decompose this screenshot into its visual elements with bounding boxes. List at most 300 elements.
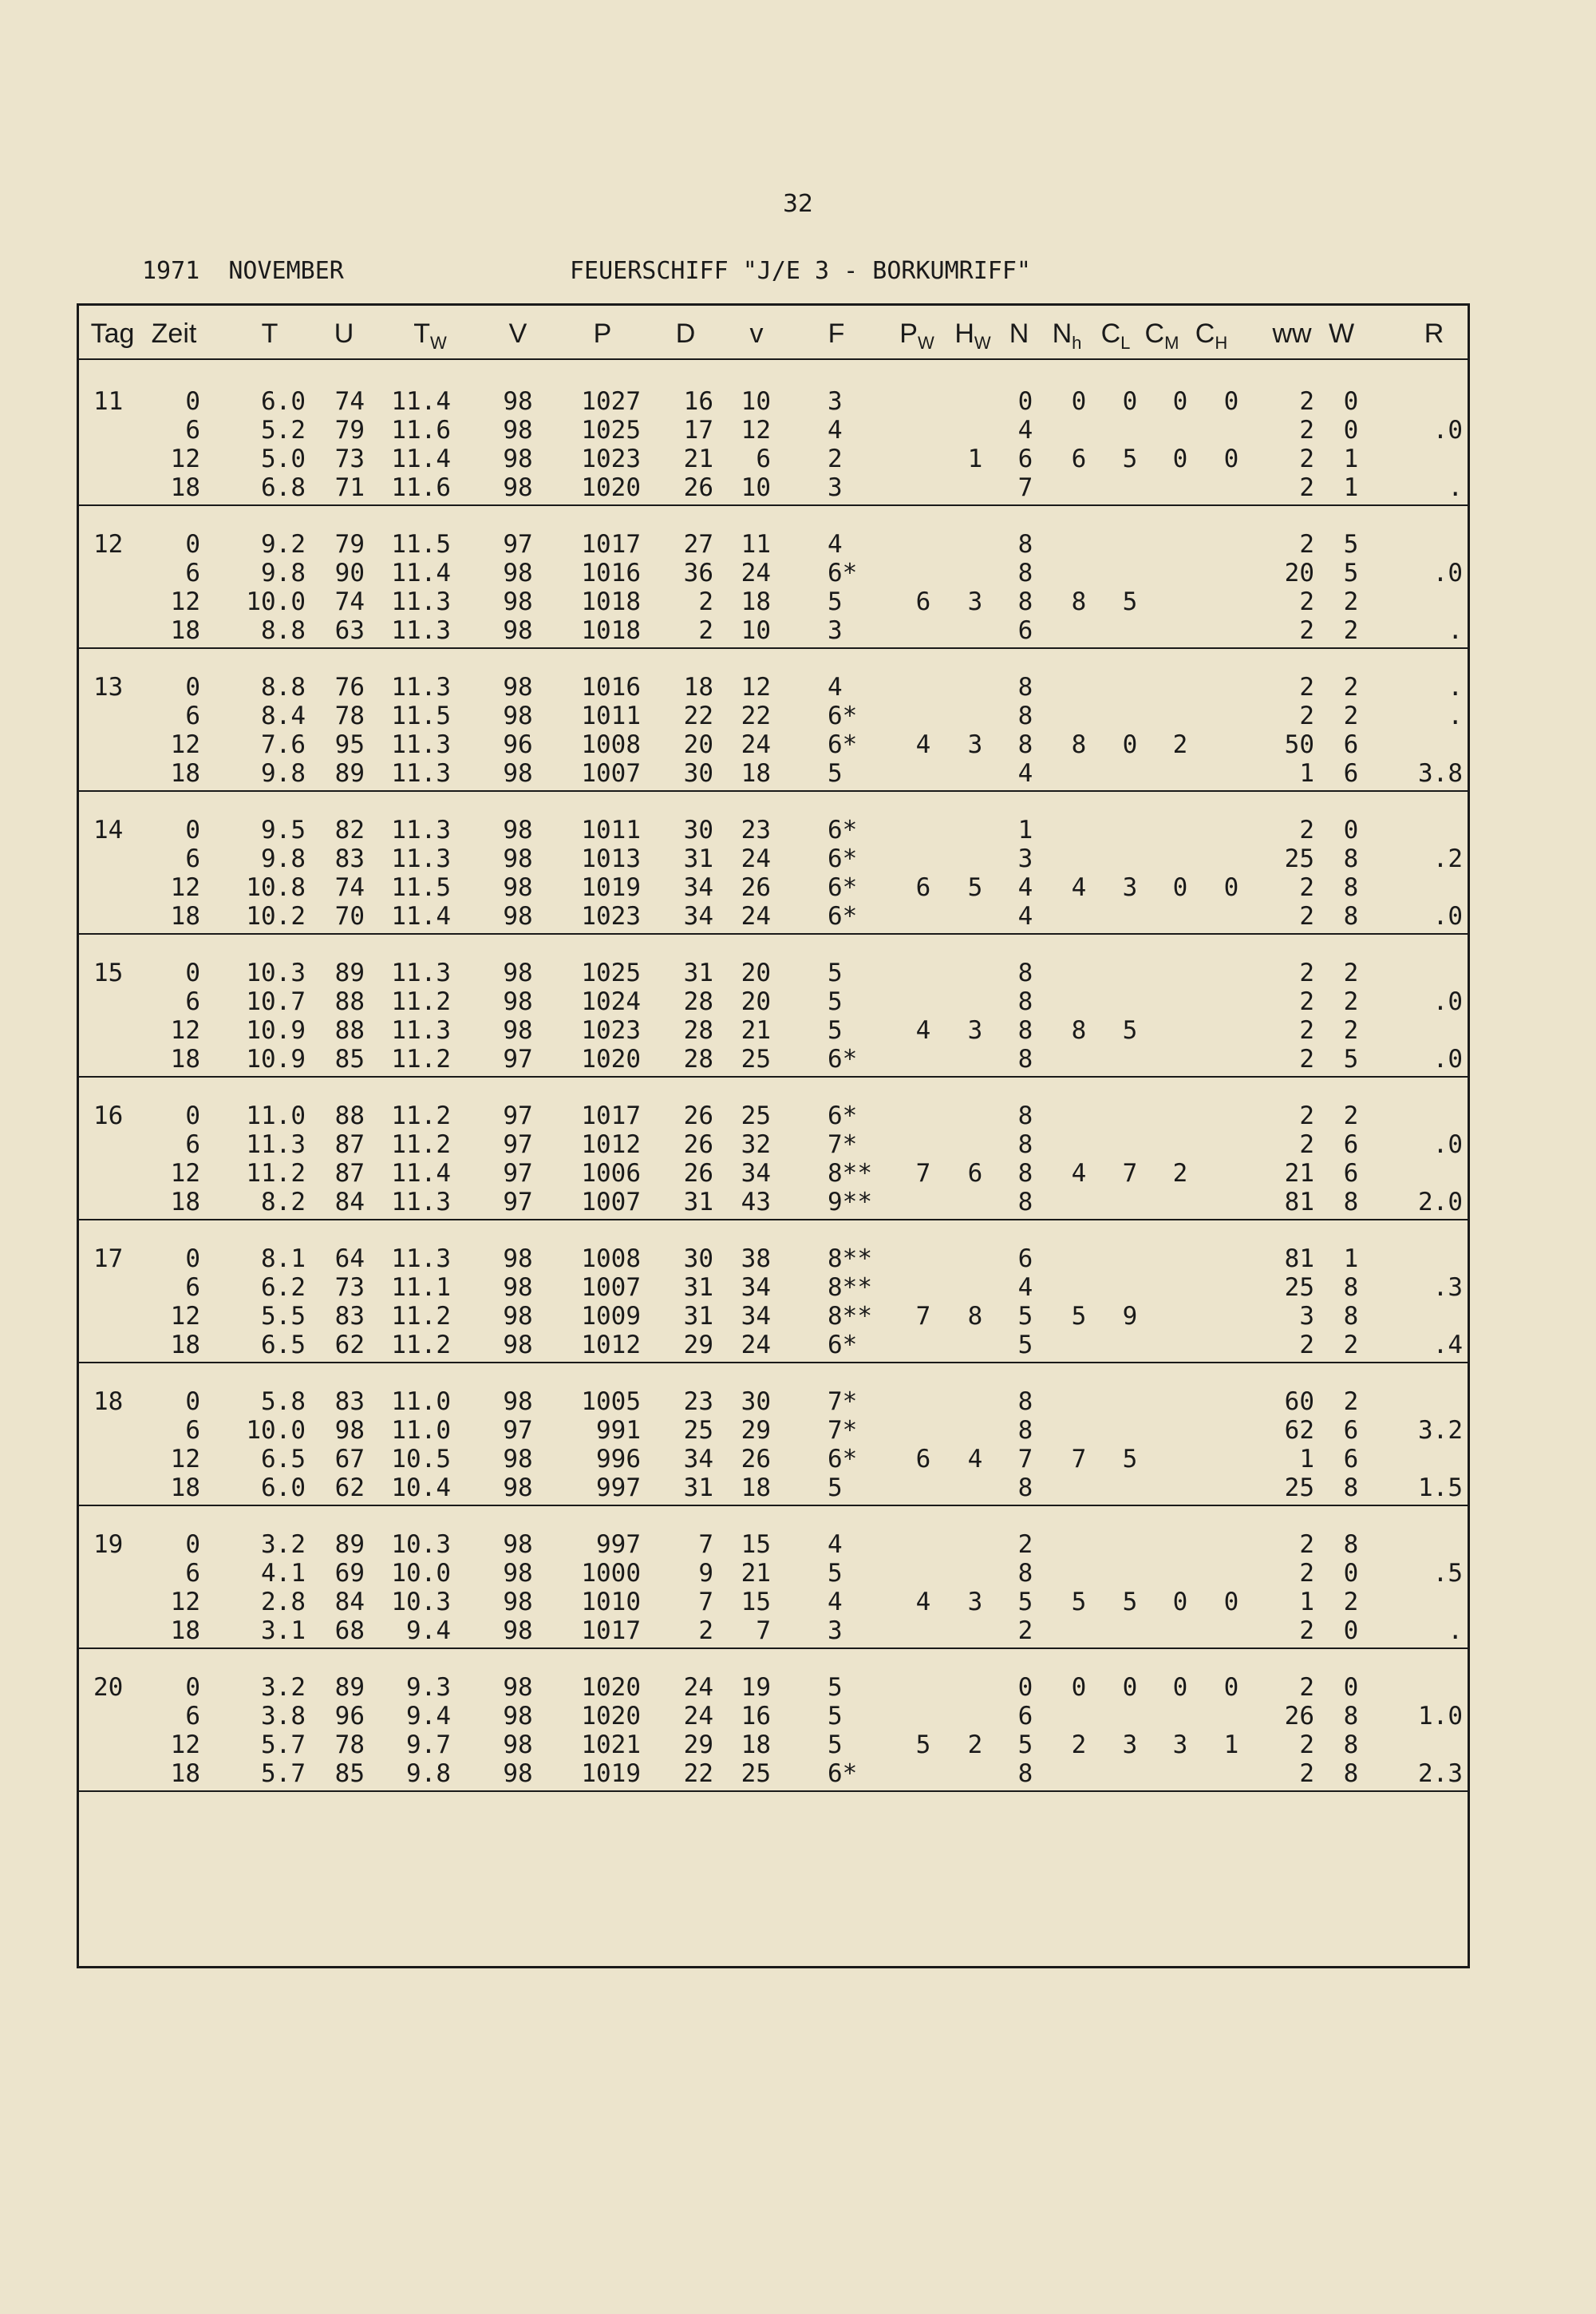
cell-cl: 9 xyxy=(1122,1302,1138,1331)
cell-d: 7 xyxy=(698,1530,713,1559)
cell-d: 2 xyxy=(698,1616,713,1645)
day-separator xyxy=(79,1362,1468,1363)
cell-zeit: 0 xyxy=(185,1530,200,1559)
cell-tw: 11.3 xyxy=(391,587,451,616)
cell-n: 8 xyxy=(1017,730,1033,759)
column-header-label: D xyxy=(675,318,696,349)
cell-nh: 4 xyxy=(1071,1159,1087,1188)
cell-n: 8 xyxy=(1017,1188,1033,1216)
cell-t: 8.2 xyxy=(261,1188,306,1216)
column-header-label: Tag xyxy=(90,318,135,349)
cell-t: 5.2 xyxy=(261,416,306,445)
cell-t: 8.8 xyxy=(261,673,306,702)
cell-u: 67 xyxy=(334,1445,365,1473)
cell-p: 1025 xyxy=(581,416,641,445)
cell-pw: 6 xyxy=(915,873,931,902)
cell-f: 5 xyxy=(828,1702,843,1731)
column-header-p xyxy=(594,318,612,350)
cell-t: 10.9 xyxy=(246,1016,306,1045)
day-label: 12 xyxy=(93,530,124,559)
cell-ww: 26 xyxy=(1284,1702,1314,1731)
cell-tw: 10.3 xyxy=(391,1530,451,1559)
cell-ww: 2 xyxy=(1299,445,1314,473)
cell-cl: 3 xyxy=(1122,1731,1138,1759)
cell-t: 10.8 xyxy=(246,873,306,902)
cell-tw: 9.3 xyxy=(406,1673,451,1702)
cell-p: 1007 xyxy=(581,1273,641,1302)
cell-f: 5 xyxy=(828,959,843,987)
cell-v-speed: 34 xyxy=(741,1273,771,1302)
cell-f: 6* xyxy=(828,1331,858,1359)
cell-tw: 11.3 xyxy=(391,1244,451,1273)
cell-d: 31 xyxy=(683,1273,713,1302)
column-header-v xyxy=(750,318,764,350)
cell-p: 1017 xyxy=(581,1616,641,1645)
day-separator xyxy=(79,1505,1468,1506)
cell-zeit: 6 xyxy=(185,1416,200,1445)
cell-cm: 0 xyxy=(1172,873,1188,902)
cell-v-speed: 24 xyxy=(741,559,771,587)
cell-p: 1010 xyxy=(581,1588,641,1616)
column-header-ch xyxy=(1195,318,1227,354)
cell-n: 2 xyxy=(1017,1530,1033,1559)
cell-t: 6.2 xyxy=(261,1273,306,1302)
cell-f: 6* xyxy=(828,1445,858,1473)
cell-u: 71 xyxy=(334,473,365,502)
cell-v: 98 xyxy=(503,1244,533,1273)
cell-f: 6* xyxy=(828,873,858,902)
cell-n: 2 xyxy=(1017,1616,1033,1645)
cell-p: 1009 xyxy=(581,1302,641,1331)
cell-u: 69 xyxy=(334,1559,365,1588)
cell-zeit: 6 xyxy=(185,1702,200,1731)
header-year-month: 1971 NOVEMBER xyxy=(142,257,344,285)
cell-v-speed: 26 xyxy=(741,1445,771,1473)
cell-v-speed: 43 xyxy=(741,1188,771,1216)
cell-f: 6* xyxy=(828,702,858,730)
cell-u: 68 xyxy=(334,1616,365,1645)
cell-ch: 0 xyxy=(1223,445,1239,473)
column-header-label: N xyxy=(1009,318,1029,349)
column-header-label: V xyxy=(508,318,527,349)
cell-t: 11.2 xyxy=(246,1159,306,1188)
cell-tw: 10.3 xyxy=(391,1588,451,1616)
cell-w: 6 xyxy=(1343,730,1359,759)
cell-zeit: 12 xyxy=(170,730,200,759)
cell-v: 96 xyxy=(503,730,533,759)
day-separator xyxy=(79,1790,1468,1792)
cell-w: 6 xyxy=(1343,1130,1359,1159)
cell-tw: 11.2 xyxy=(391,1331,451,1359)
cell-zeit: 0 xyxy=(185,1102,200,1130)
cell-v: 97 xyxy=(503,1045,533,1074)
cell-d: 31 xyxy=(683,1473,713,1502)
cell-p: 1027 xyxy=(581,387,641,416)
cell-tw: 11.2 xyxy=(391,1302,451,1331)
cell-u: 89 xyxy=(334,1530,365,1559)
cell-zeit: 12 xyxy=(170,1731,200,1759)
cell-ww: 3 xyxy=(1299,1302,1314,1331)
cell-ww: 81 xyxy=(1284,1188,1314,1216)
cell-w: 5 xyxy=(1343,530,1359,559)
cell-w: 8 xyxy=(1343,1731,1359,1759)
cell-v-speed: 25 xyxy=(741,1045,771,1074)
cell-t: 9.2 xyxy=(261,530,306,559)
cell-f: 3 xyxy=(828,616,843,645)
cell-ww: 2 xyxy=(1299,902,1314,931)
cell-p: 1000 xyxy=(581,1559,641,1588)
cell-t: 11.0 xyxy=(246,1102,306,1130)
cell-n: 8 xyxy=(1017,1159,1033,1188)
cell-tw: 11.3 xyxy=(391,1016,451,1045)
cell-t: 5.7 xyxy=(261,1731,306,1759)
cell-d: 16 xyxy=(683,387,713,416)
cell-d: 22 xyxy=(683,702,713,730)
cell-t: 6.5 xyxy=(261,1331,306,1359)
cell-v: 98 xyxy=(503,559,533,587)
cell-n: 5 xyxy=(1017,1731,1033,1759)
cell-v-speed: 21 xyxy=(741,1016,771,1045)
cell-d: 7 xyxy=(698,1588,713,1616)
cell-d: 30 xyxy=(683,1244,713,1273)
cell-t: 10.0 xyxy=(246,587,306,616)
column-header-label: R xyxy=(1424,318,1444,349)
cell-tw: 11.2 xyxy=(391,1102,451,1130)
cell-cl: 0 xyxy=(1122,387,1138,416)
cell-ww: 2 xyxy=(1299,987,1314,1016)
cell-tw: 11.2 xyxy=(391,987,451,1016)
cell-w: 2 xyxy=(1343,1331,1359,1359)
cell-w: 5 xyxy=(1343,559,1359,587)
cell-ww: 60 xyxy=(1284,1387,1314,1416)
cell-p: 991 xyxy=(596,1416,641,1445)
column-header-n xyxy=(1009,318,1029,350)
cell-v: 98 xyxy=(503,1673,533,1702)
cell-p: 1018 xyxy=(581,616,641,645)
cell-w: 8 xyxy=(1343,1759,1359,1788)
cell-u: 73 xyxy=(334,445,365,473)
cell-ch: 0 xyxy=(1223,387,1239,416)
cell-n: 1 xyxy=(1017,816,1033,845)
cell-w: 8 xyxy=(1343,1530,1359,1559)
cell-r: .0 xyxy=(1432,559,1463,587)
cell-v-speed: 18 xyxy=(741,1473,771,1502)
cell-r: .0 xyxy=(1432,416,1463,445)
cell-zeit: 0 xyxy=(185,959,200,987)
cell-p: 1008 xyxy=(581,1244,641,1273)
cell-v: 98 xyxy=(503,1016,533,1045)
column-header-r xyxy=(1424,318,1444,350)
cell-p: 1007 xyxy=(581,1188,641,1216)
cell-ww: 2 xyxy=(1299,530,1314,559)
cell-ww: 2 xyxy=(1299,1130,1314,1159)
cell-v-speed: 22 xyxy=(741,702,771,730)
cell-ww: 1 xyxy=(1299,1445,1314,1473)
cell-ww: 2 xyxy=(1299,1673,1314,1702)
cell-n: 8 xyxy=(1017,1016,1033,1045)
cell-n: 8 xyxy=(1017,1045,1033,1074)
cell-ww: 2 xyxy=(1299,1045,1314,1074)
cell-w: 2 xyxy=(1343,1016,1359,1045)
cell-v: 98 xyxy=(503,1302,533,1331)
cell-f: 3 xyxy=(828,1616,843,1645)
cell-v: 97 xyxy=(503,1130,533,1159)
day-label: 19 xyxy=(93,1530,124,1559)
column-header-subscript: h xyxy=(1072,332,1082,353)
cell-zeit: 18 xyxy=(170,1331,200,1359)
cell-r: 2.0 xyxy=(1418,1188,1463,1216)
cell-u: 78 xyxy=(334,702,365,730)
cell-u: 63 xyxy=(334,616,365,645)
cell-hw: 2 xyxy=(967,1731,983,1759)
cell-tw: 11.1 xyxy=(391,1273,451,1302)
cell-n: 7 xyxy=(1017,1445,1033,1473)
cell-d: 26 xyxy=(683,473,713,502)
column-header-label: U xyxy=(334,318,354,349)
cell-v: 98 xyxy=(503,1759,533,1788)
cell-zeit: 6 xyxy=(185,559,200,587)
cell-f: 5 xyxy=(828,759,843,788)
cell-cm: 2 xyxy=(1172,1159,1188,1188)
cell-tw: 11.4 xyxy=(391,445,451,473)
cell-zeit: 18 xyxy=(170,1473,200,1502)
cell-ww: 2 xyxy=(1299,1616,1314,1645)
cell-d: 26 xyxy=(683,1130,713,1159)
cell-d: 34 xyxy=(683,1445,713,1473)
cell-d: 31 xyxy=(683,1188,713,1216)
cell-v: 98 xyxy=(503,1588,533,1616)
cell-f: 5 xyxy=(828,1473,843,1502)
cell-v: 97 xyxy=(503,1188,533,1216)
cell-v-speed: 12 xyxy=(741,416,771,445)
cell-ww: 2 xyxy=(1299,416,1314,445)
cell-t: 10.9 xyxy=(246,1045,306,1074)
cell-v: 98 xyxy=(503,473,533,502)
cell-t: 4.1 xyxy=(261,1559,306,1588)
cell-w: 2 xyxy=(1343,987,1359,1016)
cell-ww: 1 xyxy=(1299,1588,1314,1616)
cell-d: 21 xyxy=(683,445,713,473)
cell-r: . xyxy=(1448,1616,1463,1645)
cell-p: 1006 xyxy=(581,1159,641,1188)
column-header-subscript: M xyxy=(1164,332,1179,353)
column-header-label: P xyxy=(593,318,612,349)
cell-d: 26 xyxy=(683,1159,713,1188)
column-header-subscript: H xyxy=(1215,332,1228,353)
cell-zeit: 18 xyxy=(170,616,200,645)
cell-p: 1025 xyxy=(581,959,641,987)
cell-w: 8 xyxy=(1343,1302,1359,1331)
cell-nh: 5 xyxy=(1071,1588,1087,1616)
cell-u: 83 xyxy=(334,1387,365,1416)
day-separator xyxy=(79,933,1468,935)
cell-p: 1011 xyxy=(581,702,641,730)
cell-w: 2 xyxy=(1343,959,1359,987)
cell-ww: 2 xyxy=(1299,473,1314,502)
cell-cl: 5 xyxy=(1122,445,1138,473)
cell-u: 74 xyxy=(334,587,365,616)
cell-ch: 0 xyxy=(1223,873,1239,902)
column-header-label: Zeit xyxy=(151,318,197,349)
cell-v: 98 xyxy=(503,673,533,702)
cell-n: 4 xyxy=(1017,416,1033,445)
cell-zeit: 0 xyxy=(185,673,200,702)
cell-p: 1024 xyxy=(581,987,641,1016)
cell-ww: 2 xyxy=(1299,1731,1314,1759)
cell-tw: 10.0 xyxy=(391,1559,451,1588)
cell-f: 8** xyxy=(828,1302,872,1331)
cell-tw: 11.3 xyxy=(391,616,451,645)
cell-w: 2 xyxy=(1343,616,1359,645)
cell-ch: 0 xyxy=(1223,1673,1239,1702)
cell-zeit: 12 xyxy=(170,1302,200,1331)
cell-w: 5 xyxy=(1343,1045,1359,1074)
cell-n: 8 xyxy=(1017,987,1033,1016)
cell-r: .5 xyxy=(1432,1559,1463,1588)
cell-tw: 11.3 xyxy=(391,759,451,788)
cell-t: 10.0 xyxy=(246,1416,306,1445)
day-label: 17 xyxy=(93,1244,124,1273)
cell-nh: 6 xyxy=(1071,445,1087,473)
cell-ww: 2 xyxy=(1299,616,1314,645)
cell-cl: 5 xyxy=(1122,1588,1138,1616)
cell-n: 6 xyxy=(1017,1702,1033,1731)
cell-d: 31 xyxy=(683,1302,713,1331)
cell-ww: 2 xyxy=(1299,587,1314,616)
cell-tw: 11.2 xyxy=(391,1045,451,1074)
cell-zeit: 0 xyxy=(185,816,200,845)
cell-u: 62 xyxy=(334,1331,365,1359)
cell-f: 9** xyxy=(828,1188,872,1216)
cell-zeit: 0 xyxy=(185,1387,200,1416)
cell-d: 24 xyxy=(683,1702,713,1731)
page-number: 32 xyxy=(782,190,814,218)
cell-f: 7* xyxy=(828,1416,858,1445)
cell-v-speed: 30 xyxy=(741,1387,771,1416)
cell-v-speed: 20 xyxy=(741,959,771,987)
cell-hw: 3 xyxy=(967,587,983,616)
cell-w: 8 xyxy=(1343,1188,1359,1216)
cell-f: 5 xyxy=(828,1673,843,1702)
cell-u: 78 xyxy=(334,1731,365,1759)
cell-n: 7 xyxy=(1017,473,1033,502)
cell-ww: 2 xyxy=(1299,959,1314,987)
cell-tw: 11.5 xyxy=(391,702,451,730)
cell-hw: 6 xyxy=(967,1159,983,1188)
cell-ww: 2 xyxy=(1299,873,1314,902)
cell-tw: 11.2 xyxy=(391,1130,451,1159)
cell-ww: 25 xyxy=(1284,1273,1314,1302)
cell-t: 11.3 xyxy=(246,1130,306,1159)
column-header-subscript: W xyxy=(917,332,934,353)
cell-cl: 5 xyxy=(1122,1016,1138,1045)
column-header-tw xyxy=(413,318,447,354)
cell-w: 6 xyxy=(1343,1416,1359,1445)
cell-t: 9.8 xyxy=(261,845,306,873)
cell-d: 29 xyxy=(683,1331,713,1359)
cell-n: 0 xyxy=(1017,387,1033,416)
header-title: FEUERSCHIFF "J/E 3 - BORKUMRIFF" xyxy=(570,257,1031,285)
cell-ww: 2 xyxy=(1299,1016,1314,1045)
cell-n: 0 xyxy=(1017,1673,1033,1702)
cell-n: 8 xyxy=(1017,1130,1033,1159)
cell-t: 9.8 xyxy=(261,559,306,587)
column-header-label: F xyxy=(828,318,845,349)
cell-u: 84 xyxy=(334,1588,365,1616)
cell-r: .2 xyxy=(1432,845,1463,873)
cell-n: 8 xyxy=(1017,1559,1033,1588)
column-header-t xyxy=(262,318,279,350)
column-header-row xyxy=(79,306,1468,360)
cell-d: 2 xyxy=(698,616,713,645)
cell-zeit: 12 xyxy=(170,1159,200,1188)
cell-hw: 5 xyxy=(967,873,983,902)
cell-n: 6 xyxy=(1017,616,1033,645)
cell-v-speed: 32 xyxy=(741,1130,771,1159)
cell-r: . xyxy=(1448,673,1463,702)
cell-u: 73 xyxy=(334,1273,365,1302)
cell-v: 97 xyxy=(503,530,533,559)
cell-d: 31 xyxy=(683,959,713,987)
cell-w: 2 xyxy=(1343,702,1359,730)
cell-nh: 0 xyxy=(1071,1673,1087,1702)
cell-zeit: 0 xyxy=(185,387,200,416)
cell-v: 98 xyxy=(503,1331,533,1359)
day-separator xyxy=(79,1647,1468,1649)
column-header-d xyxy=(676,318,696,350)
cell-w: 2 xyxy=(1343,1387,1359,1416)
cell-v: 98 xyxy=(503,702,533,730)
cell-nh: 8 xyxy=(1071,1016,1087,1045)
cell-t: 9.8 xyxy=(261,759,306,788)
cell-w: 2 xyxy=(1343,1102,1359,1130)
cell-w: 2 xyxy=(1343,1588,1359,1616)
cell-nh: 7 xyxy=(1071,1445,1087,1473)
cell-zeit: 6 xyxy=(185,1559,200,1588)
column-header-subscript: W xyxy=(974,332,991,353)
cell-cm: 0 xyxy=(1172,1673,1188,1702)
cell-w: 6 xyxy=(1343,1445,1359,1473)
cell-u: 85 xyxy=(334,1759,365,1788)
cell-v-speed: 24 xyxy=(741,730,771,759)
cell-p: 997 xyxy=(596,1530,641,1559)
cell-d: 17 xyxy=(683,416,713,445)
cell-u: 95 xyxy=(334,730,365,759)
cell-n: 3 xyxy=(1017,845,1033,873)
cell-w: 0 xyxy=(1343,1673,1359,1702)
cell-f: 8** xyxy=(828,1273,872,1302)
cell-v-speed: 29 xyxy=(741,1416,771,1445)
cell-v: 98 xyxy=(503,987,533,1016)
cell-t: 7.6 xyxy=(261,730,306,759)
cell-v-speed: 38 xyxy=(741,1244,771,1273)
cell-r: .3 xyxy=(1432,1273,1463,1302)
cell-cm: 0 xyxy=(1172,445,1188,473)
cell-pw: 4 xyxy=(915,1588,931,1616)
cell-p: 1017 xyxy=(581,1102,641,1130)
cell-u: 62 xyxy=(334,1473,365,1502)
cell-d: 9 xyxy=(698,1559,713,1588)
cell-v: 98 xyxy=(503,1559,533,1588)
cell-v-speed: 20 xyxy=(741,987,771,1016)
cell-f: 6* xyxy=(828,845,858,873)
cell-r: 2.3 xyxy=(1418,1759,1463,1788)
cell-w: 2 xyxy=(1343,587,1359,616)
cell-f: 2 xyxy=(828,445,843,473)
cell-zeit: 0 xyxy=(185,1673,200,1702)
cell-v-speed: 24 xyxy=(741,1331,771,1359)
cell-cl: 0 xyxy=(1122,730,1138,759)
